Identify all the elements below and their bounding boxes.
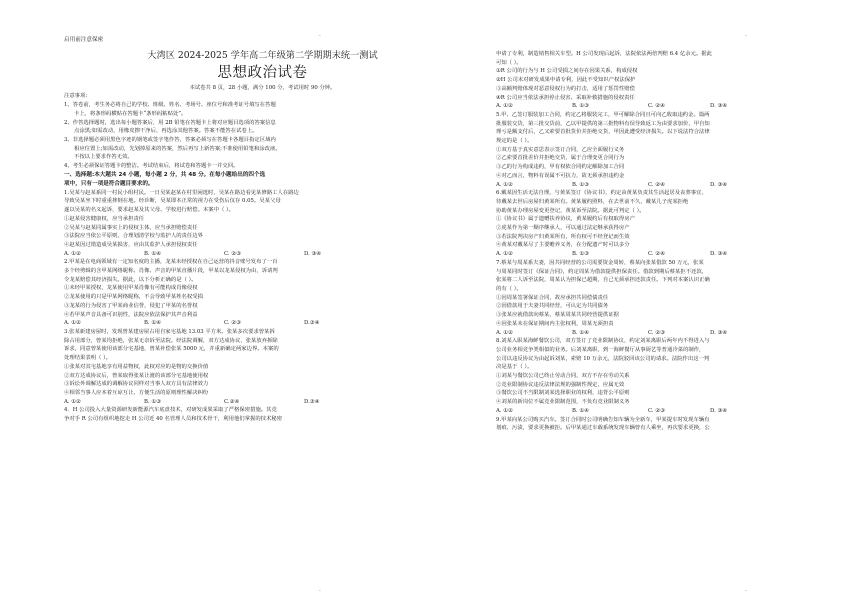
statement-option: ③餐饮公司不当限制刘某选择职业的权利，违背公平原则 <box>496 390 630 397</box>
answer-choices <box>496 181 804 190</box>
choice-a: A. ①② <box>64 250 81 257</box>
question-text: 公司业务相竞争类相似的业务。后刘某离职，到一海鲜餐厅从事厨艺等普通冷菜的制作， <box>496 346 705 353</box>
statement-option: ④对乙而言，物料有误属不可抗力，故无须承担违约金 <box>496 172 625 179</box>
statement-option: ②因借款用于夫妻共同经营，可认定为共同债务 <box>496 303 609 310</box>
question-text: 申请了专利，制造销售相关车型。H 公司发现后起诉，法院依法两倍判赔 6.4 亿余元。据此 <box>496 51 712 57</box>
question-text: 的有（ ）。 <box>496 285 522 292</box>
statement-option: ④若甲某声音具备可识别性，法院应依法保护其声音利益 <box>64 311 198 318</box>
answer-choices <box>496 102 804 111</box>
question-text: 争对手 R 公司有组织地挖走 H 公司近 40 名管理人员和技术骨干，利用他们掌握的技术秘密 <box>64 416 283 423</box>
question-3 <box>64 328 431 406</box>
notes-title: 注意事项: <box>64 93 88 100</box>
left-column <box>64 36 431 424</box>
question-text: 令龙某赔偿其经济损失。据此，以下分析正确的是（ ）。 <box>64 276 197 283</box>
statement-option: ③张某应就借款向蔡某，蔡某周某共同经营提供证据 <box>496 312 619 319</box>
statement-option: ①《协议书》属于遗赠扶养协议，黄某履约后有权取得房产 <box>496 216 635 223</box>
choice-b: B. ①③ <box>572 251 589 258</box>
question-text: 多个经剪辑的含甲某网络昵称、肖像、声音的甲某直播片段，甲某以龙某侵权为由，诉请判 <box>64 268 278 275</box>
answer-choices <box>64 319 431 328</box>
statement-option: ③高额判赔体现对恶意侵权行为的打击，适用了惩罚性赔偿 <box>496 85 635 92</box>
question-text: 批服装交货，第三批交货前，乙以甲提供的第三批物料有误导致返工为由要求加价，甲自知 <box>496 120 710 127</box>
question-text: 7.蔡某与周某系夫妻，因共同经营的公司需要资金周转，蔡某向张某借款 50 万元，张某 <box>496 259 704 266</box>
choice-d: D. ③④ <box>710 103 728 110</box>
statement-option: ②虎某作为第一顺序继承人，可以通过法定继承获得房产 <box>496 225 630 232</box>
question-1 <box>64 189 431 259</box>
choice-b: B. ①④ <box>572 407 589 414</box>
statement-option: ③乙的行为构成违约，甲有权依合同约定解除加工合同 <box>496 164 625 171</box>
statement-option: ②吴某与赵某同属事实上的侵权主体，应当承担赔偿责任 <box>64 224 198 231</box>
question-text: 导致吴某坐下时重重摔倒在地。经诊断，吴某即本正常的视力在受伤后仅存 0.05。吴某父母 <box>64 198 281 205</box>
question-8 <box>496 337 804 415</box>
answer-choices <box>496 250 804 259</box>
choice-b: B. ①③ <box>144 398 161 405</box>
statement-option: ②竞业限制协议违反法律法规的强制性规定，应属无效 <box>496 381 625 388</box>
note-line: 1、答卷前，考生务必将自己的学校、班级、姓名、考场号、座位号和准考证号填写在答题 <box>64 102 276 109</box>
statement-option: ①R 公司的行为与 H 公司受损之间存在因果关系，构成侵权 <box>496 68 638 75</box>
subject-title: 思想政治试卷 <box>217 64 308 81</box>
statement-option: ③法院应当依公平原则，合理划清学校与监护人的责任边界 <box>64 233 203 240</box>
statement-option: ①张某对其宅基地享有用益物权，此权对应的是物的交换价值 <box>64 363 209 370</box>
question-4-continued <box>496 50 804 111</box>
answer-choices <box>64 398 431 407</box>
statement-option: ④因张某未在保证期间内主张权利，周某无须担责 <box>496 320 614 327</box>
statement-option: ④赵某因过错造成吴某损害，应由其监护人承担侵权责任 <box>64 241 198 248</box>
question-text: 理亏是额支付后，乙又索要首批货价并拒绝交货，甲因此遭受经济损失。以下说法符合法律 <box>496 129 710 136</box>
question-text: 规定的是（ ）。 <box>496 138 533 145</box>
statement-option: ②H 公司未对研发成果申请专利，因此不受知识产权法保护 <box>496 77 636 84</box>
note-line: 点涂黑;如需改动，用橡皮擦干净后，再选涂其他答案。答案不能答在试卷上。 <box>74 128 258 135</box>
statement-option: ①赵某侵害健康权，应当承担责任 <box>64 215 145 222</box>
choice-a: A. ①② <box>64 320 81 327</box>
statement-option: ④相邻当事人应本着互谅互让、方便生活的原则理性解决纠纷 <box>64 389 209 396</box>
choice-c: C. ②④ <box>648 181 665 188</box>
statement-option: ③诉讼外调解达成的调解协议同样对当事人双方具有法律效力 <box>64 381 209 388</box>
confidential-note: 启用前注意保密 <box>64 37 104 43</box>
statement-option: ④刘某的新岗位不属竞业限制范围，不负有竞业限制义务 <box>496 399 630 406</box>
question-text: 1.吴某与赵某系同一村民小组村民。一日吴某赵某在村里闲逛时，吴某在路边看见某修路工人在路边 <box>64 189 299 196</box>
choice-c: C. ②③ <box>224 250 241 257</box>
question-text: 可知（ ）。 <box>496 59 522 66</box>
question-text: 6.戴某因生活无法自理，与黄某签订《协议书》，约定由黄某负责其生活起居及丧葬事宜， <box>496 190 707 197</box>
choice-c: C. ②③ <box>648 329 665 336</box>
question-text: 处理结果表明（ ）。 <box>64 355 112 362</box>
right-column <box>496 50 804 433</box>
choice-a: A. ①② <box>496 329 513 336</box>
question-2 <box>64 258 431 328</box>
choice-d: D. ③④ <box>710 181 728 188</box>
question-text: 协助黄某办理房屋变更登记，黄某诉至法院。据此可判定（ ）。 <box>496 207 645 214</box>
answer-choices <box>496 407 804 416</box>
statement-option: ①因周某签署保证合同，故应承担共同偿债责任 <box>496 294 609 301</box>
choice-c: C. ②④ <box>648 251 665 258</box>
choice-d: D. ③④ <box>710 251 728 258</box>
question-text: 5.甲、乙签订服装加工合同，约定乙将服装完工，甲可解除合同且可向乙收取违约金。篇两 <box>496 111 710 118</box>
note-line: 相应位置上;如需改动，先划掉原来的答案，然后再写上新答案;不准使用铅笔和涂改液。 <box>74 145 281 152</box>
choice-c: C. ②④ <box>648 103 665 110</box>
choice-d: D.③④ <box>304 398 320 405</box>
choice-b: B. ①④ <box>144 250 161 257</box>
note-line: 卡上，将条形码横贴在答题卡“条形码粘贴处”。 <box>74 110 187 117</box>
note-line: 不按以上要求作答无效。 <box>74 154 133 161</box>
statement-option: ②乙索要首批差价并拒绝交货，属于合理变更合同行为 <box>496 155 625 162</box>
question-text: 待戴某去世后房屋归黄某所有。黄某履约照料，在去世前不久，戴某儿子虎某拒绝 <box>496 198 689 205</box>
choice-b: B. ①④ <box>572 329 589 336</box>
scan-mark: · <box>745 33 747 40</box>
statement-option: ①双方基于真实意思表示签订合同，乙应全面履行义务 <box>496 146 625 153</box>
question-text: 3.张某新建房屋时，发现曾某建房屋占用自家宅基地 13.03 平方米。张某多次要求曾某拆 <box>64 328 275 335</box>
choice-a: A. ①② <box>496 407 513 414</box>
question-7 <box>496 259 804 337</box>
statement-option: ④R 公司应当依法承担停止侵害、采取补救措施的侵权责任 <box>496 94 635 101</box>
question-text: 8.刘某入职某海鲜餐饮公司，双方签订了竞业限制协议，约定刘某离职后两年内不得进入与 <box>496 338 710 345</box>
answer-choices <box>64 250 431 259</box>
question-text: 公司以违反协议为由起诉刘某，索赔 10 万余元，法院驳回该公司的请求。法院作出这一判 <box>496 355 710 362</box>
choice-a: A. ①② <box>496 181 513 188</box>
statement-option: ③若法院判决房产归黄某所有，所有权可不经登记而生效 <box>496 233 630 240</box>
scan-mark: · <box>319 588 321 595</box>
note-line: 4、考生必须保证答题卡的整洁。考试结束后，将试卷和答题卡一并交回。 <box>64 163 239 170</box>
statement-option: ①刘某与餐饮公司已终止劳动合同，双方不存在劳动关系 <box>496 373 630 380</box>
notes-block <box>64 92 431 170</box>
question-text: 诉求，同意曾某使用该部分宅基地，曾某补偿张某 5000 元，并重新确定两家边界。本案的 <box>64 346 279 353</box>
choice-a: A. ①② <box>496 251 513 258</box>
scan-mark: · <box>745 588 747 595</box>
choice-d: D. ③④ <box>710 407 728 414</box>
statement-option: ②龙某使用的只是甲某网络昵称，不会导致甲某姓名权受损 <box>64 294 203 301</box>
choice-c: C. ②③ <box>648 407 665 414</box>
exam-info: 本试卷共 8 页，28 小题，满分 100 分，考试用时 90 分钟。 <box>189 84 336 91</box>
question-4 <box>64 406 431 423</box>
statement-option: ④黄某对戴某尽了主要赡养义务，在分配遗产时可以多分 <box>496 242 630 249</box>
question-text: 张某将二人诉至法院，周某认为担保已超期，自己无须承担还款责任。下列对本案认识正确 <box>496 277 710 284</box>
statement-option: ①未经甲某授权，龙某使用甲某肖像有可能构成肖像侵权 <box>64 285 198 292</box>
choice-b: B. ①④ <box>144 320 161 327</box>
choice-c: C.②④ <box>224 398 240 405</box>
choice-d: D.③④ <box>304 320 320 327</box>
choice-a: A. ①② <box>64 398 81 405</box>
question-text: 划痕、污渍，要求更换被拒。后甲某通过车载系统发现车辆曾有人乘坐，再次要求更换，公 <box>496 425 710 432</box>
choice-d: D. ③④ <box>304 250 322 257</box>
answer-choices <box>496 329 804 338</box>
statement-option: ③龙某的行为侵害了甲某商业信誉，侵犯了甲某的名誉权 <box>64 302 198 309</box>
section-heading: 项中，只有一项是符合题目要求的。 <box>64 180 154 187</box>
choice-b: B. ①③ <box>572 103 589 110</box>
choice-b: B. ①③ <box>572 181 589 188</box>
question-text: 决是基于（ ）。 <box>496 364 533 371</box>
question-text: 2.甲某是在电商领域有一定知名度的主播，龙某未经授权在自己运营的抖音账号发布了一百 <box>64 259 278 266</box>
note-line: 3、非选择题必须用黑色字迹的钢笔或签字笔作答，答案必须写在答题卡各题目指定区域内 <box>64 136 276 143</box>
question-text: 9.甲某向某公司购买汽车。签订合同时公司明确告知车辆为全新车，甲某提车时发现车辆有 <box>496 416 710 423</box>
note-line: 2、作答选择题时，选出每小题答案后，用 2B 铅笔在答题卡上将对应题目选项的答案信息 <box>64 119 276 126</box>
question-6 <box>496 189 804 259</box>
question-5 <box>496 111 804 189</box>
question-text: 4．H 公司投入大量资源研发新能源汽车底盘技术，对研发成果采取了严格保密措施。其竞 <box>64 407 277 414</box>
question-text: 遂以吴某的名义起诉，要求赵某及其父母、学校进行赔偿。本案中（ ）。 <box>64 207 235 214</box>
choice-a: A. ①② <box>496 103 513 110</box>
question-text: 与周某同时签订《保证合同》，约定周某为借款提供担保责任。借款到期后蔡某拒不还款， <box>496 268 708 275</box>
section-heading: 一、选择题:本大题共 24 小题，每小题 2 分，共 48 分。在每小题给出的四个选 <box>64 171 266 178</box>
choice-c: C. ②③ <box>224 320 241 327</box>
statement-option: ②双方达成协议后，曾某取得张某让渡的该部分宅基地使用权 <box>64 372 209 379</box>
question-text: 除占用部分，曾某均拒绝，张某无奈诉至法院。经法院调解，双方达成协议，张某放弃拆除 <box>64 337 278 344</box>
exam-title: 大湾区 2024-2025 学年高二年级第二学期期末统一测试 <box>147 49 378 61</box>
question-9 <box>496 416 804 433</box>
scan-mark: · <box>319 33 321 40</box>
choice-d: D. ③④ <box>710 329 728 336</box>
